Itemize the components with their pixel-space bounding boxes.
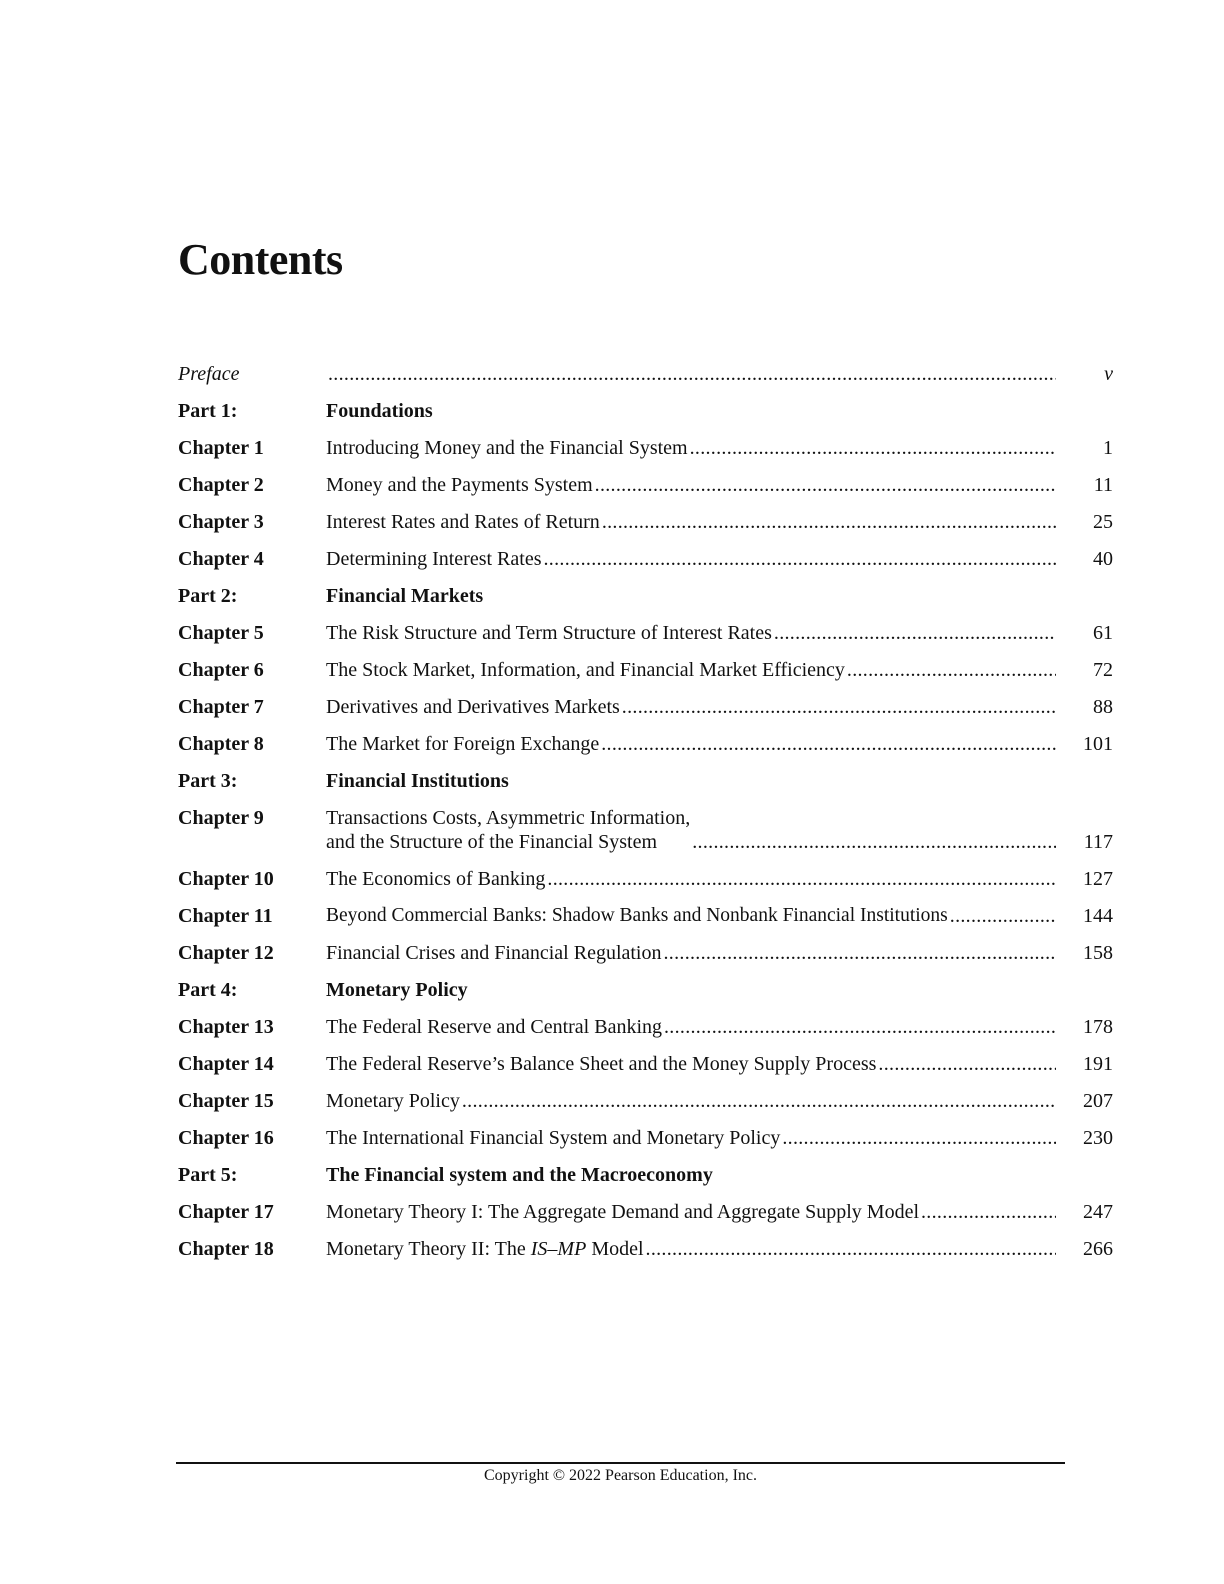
toc-row-chapter-4 bbox=[178, 547, 1113, 571]
toc-row-chapter-14 bbox=[178, 1052, 1113, 1076]
chapter-entry bbox=[326, 1126, 1056, 1150]
chapter-entry bbox=[326, 547, 1056, 571]
toc-row-part-4 bbox=[178, 978, 1113, 1002]
toc-row-chapter-11 bbox=[178, 904, 1113, 928]
dot-leader bbox=[547, 867, 1056, 891]
part-label: Part 1: bbox=[178, 400, 238, 422]
toc-row-chapter-7 bbox=[178, 695, 1113, 719]
chapter-entry bbox=[326, 941, 1056, 965]
toc-row-part-2 bbox=[178, 584, 1113, 608]
chapter-title: The Economics of Banking bbox=[326, 868, 546, 890]
toc-row-preface bbox=[178, 362, 1113, 386]
chapter-title: The Federal Reserve’s Balance Sheet and the Money Supply Process bbox=[326, 1053, 877, 1075]
part-label: Part 2: bbox=[178, 585, 238, 607]
dot-leader bbox=[622, 695, 1056, 719]
chapter-page: 1 bbox=[1103, 437, 1113, 459]
chapter-entry bbox=[326, 806, 1056, 854]
toc-row-chapter-5 bbox=[178, 621, 1113, 645]
chapter-title: The Federal Reserve and Central Banking bbox=[326, 1016, 662, 1038]
chapter-label: Chapter 14 bbox=[178, 1053, 274, 1075]
chapter-page: 207 bbox=[1083, 1090, 1113, 1112]
dot-leader bbox=[602, 510, 1056, 534]
dot-leader bbox=[328, 362, 1056, 386]
dot-leader bbox=[774, 621, 1056, 645]
toc-row-chapter-9 bbox=[178, 806, 1113, 854]
chapter-entry bbox=[326, 473, 1056, 497]
chapter-label: Chapter 5 bbox=[178, 622, 264, 644]
chapter-label: Chapter 3 bbox=[178, 511, 264, 533]
toc-row-chapter-10 bbox=[178, 867, 1113, 891]
chapter-label: Chapter 12 bbox=[178, 942, 274, 964]
chapter-entry bbox=[326, 1015, 1056, 1039]
chapter-title: The Risk Structure and Term Structure of Interest Rates bbox=[326, 622, 772, 644]
chapter-label: Chapter 18 bbox=[178, 1238, 274, 1260]
chapter-title: Monetary Policy bbox=[326, 1090, 460, 1112]
chapter-entry bbox=[326, 904, 1056, 928]
chapter-title-suffix: Model bbox=[586, 1238, 644, 1260]
dot-leader bbox=[664, 1015, 1056, 1039]
chapter-entry bbox=[326, 621, 1056, 645]
chapter-page: 266 bbox=[1083, 1238, 1113, 1260]
footer-rule bbox=[176, 1462, 1065, 1464]
page-title: Contents bbox=[178, 235, 343, 284]
chapter-label: Chapter 1 bbox=[178, 437, 264, 459]
part-title: Financial Markets bbox=[326, 585, 484, 607]
preface-entry bbox=[326, 362, 1056, 386]
toc-row-chapter-8 bbox=[178, 732, 1113, 756]
chapter-page: 25 bbox=[1093, 511, 1113, 533]
part-title: Monetary Policy bbox=[326, 979, 468, 1001]
part-label: Part 5: bbox=[178, 1164, 238, 1186]
chapter-page: 158 bbox=[1083, 942, 1113, 964]
part-title: Financial Institutions bbox=[326, 770, 509, 792]
toc-row-part-3 bbox=[178, 769, 1113, 793]
chapter-title: Financial Crises and Financial Regulation bbox=[326, 942, 662, 964]
dot-leader bbox=[595, 473, 1056, 497]
toc-row-chapter-6 bbox=[178, 658, 1113, 682]
dot-leader bbox=[878, 1052, 1056, 1076]
chapter-label: Chapter 8 bbox=[178, 733, 264, 755]
toc-row-chapter-2 bbox=[178, 473, 1113, 497]
chapter-entry bbox=[326, 732, 1056, 756]
toc-row-chapter-16 bbox=[178, 1126, 1113, 1150]
chapter-title-italic: IS–MP bbox=[530, 1238, 587, 1260]
toc-row-part-5 bbox=[178, 1163, 1113, 1187]
chapter-label: Chapter 16 bbox=[178, 1127, 274, 1149]
preface-page: v bbox=[1104, 363, 1113, 385]
dot-leader bbox=[462, 1089, 1056, 1113]
chapter-entry bbox=[326, 1237, 1056, 1261]
toc-row-chapter-1 bbox=[178, 436, 1113, 460]
chapter-label: Chapter 10 bbox=[178, 868, 274, 890]
dot-leader bbox=[847, 658, 1056, 682]
chapter-label: Chapter 11 bbox=[178, 905, 273, 927]
chapter-title: Interest Rates and Rates of Return bbox=[326, 511, 600, 533]
chapter-page: 72 bbox=[1093, 659, 1113, 681]
chapter-label: Chapter 2 bbox=[178, 474, 264, 496]
toc-row-chapter-12 bbox=[178, 941, 1113, 965]
chapter-title: The Market for Foreign Exchange bbox=[326, 733, 600, 755]
chapter-title: Determining Interest Rates bbox=[326, 548, 542, 570]
chapter-page: 88 bbox=[1093, 696, 1113, 718]
toc-row-part-1 bbox=[178, 399, 1113, 423]
chapter-page: 61 bbox=[1093, 622, 1113, 644]
chapter-title: Derivatives and Derivatives Markets bbox=[326, 696, 620, 718]
chapter-entry bbox=[326, 436, 1056, 460]
table-of-contents bbox=[178, 362, 1113, 1274]
toc-row-chapter-18 bbox=[178, 1237, 1113, 1261]
preface-label: Preface bbox=[178, 363, 240, 385]
chapter-label: Chapter 13 bbox=[178, 1016, 274, 1038]
toc-row-chapter-13 bbox=[178, 1015, 1113, 1039]
chapter-entry bbox=[326, 1200, 1056, 1224]
dot-leader bbox=[782, 1126, 1056, 1150]
copyright-notice: Copyright © 2022 Pearson Education, Inc. bbox=[484, 1467, 757, 1484]
chapter-title-prefix: Monetary Theory II: The bbox=[326, 1238, 531, 1260]
chapter-page: 230 bbox=[1083, 1127, 1113, 1149]
dot-leader bbox=[544, 547, 1057, 571]
part-title: The Financial system and the Macroeconomy bbox=[326, 1164, 713, 1186]
chapter-page: 178 bbox=[1083, 1016, 1113, 1038]
chapter-page: 127 bbox=[1083, 868, 1113, 890]
chapter-page: 117 bbox=[1083, 831, 1113, 853]
chapter-title: The Stock Market, Information, and Financial Market Efficiency bbox=[326, 659, 845, 681]
chapter-label: Chapter 9 bbox=[178, 807, 264, 829]
chapter-title: Monetary Theory I: The Aggregate Demand and Aggregate Supply Model bbox=[326, 1201, 919, 1223]
chapter-title-line-1: Transactions Costs, Asymmetric Information, bbox=[326, 807, 691, 829]
chapter-title: Beyond Commercial Banks: Shadow Banks and Nonbank Financial Institutions bbox=[326, 905, 948, 926]
chapter-title: Money and the Payments System bbox=[326, 474, 593, 496]
part-title: Foundations bbox=[326, 400, 433, 422]
chapter-label: Chapter 7 bbox=[178, 696, 264, 718]
chapter-entry bbox=[326, 695, 1056, 719]
chapter-title bbox=[326, 1237, 644, 1261]
chapter-label: Chapter 6 bbox=[178, 659, 264, 681]
chapter-entry bbox=[326, 1089, 1056, 1113]
dot-leader bbox=[601, 732, 1056, 756]
dot-leader bbox=[646, 1237, 1056, 1261]
chapter-page: 144 bbox=[1083, 905, 1113, 927]
chapter-label: Chapter 17 bbox=[178, 1201, 274, 1223]
dot-leader bbox=[664, 941, 1057, 965]
dot-leader bbox=[690, 436, 1056, 460]
part-label: Part 3: bbox=[178, 770, 238, 792]
chapter-page: 247 bbox=[1083, 1201, 1113, 1223]
chapter-page: 101 bbox=[1083, 733, 1113, 755]
toc-row-chapter-3 bbox=[178, 510, 1113, 534]
toc-row-chapter-17 bbox=[178, 1200, 1113, 1224]
part-label: Part 4: bbox=[178, 979, 238, 1001]
chapter-title-line-2: and the Structure of the Financial System bbox=[326, 831, 658, 853]
chapter-label: Chapter 15 bbox=[178, 1090, 274, 1112]
chapter-entry bbox=[326, 867, 1056, 891]
chapter-page: 191 bbox=[1083, 1053, 1113, 1075]
chapter-entry bbox=[326, 1052, 1056, 1076]
chapter-title: The International Financial System and Monetary Policy bbox=[326, 1127, 781, 1149]
chapter-page: 40 bbox=[1093, 548, 1113, 570]
dot-leader bbox=[950, 904, 1056, 928]
chapter-label: Chapter 4 bbox=[178, 548, 264, 570]
chapter-entry bbox=[326, 510, 1056, 534]
chapter-title: Introducing Money and the Financial System bbox=[326, 437, 688, 459]
chapter-entry bbox=[326, 658, 1056, 682]
chapter-page: 11 bbox=[1093, 474, 1113, 496]
toc-row-chapter-15 bbox=[178, 1089, 1113, 1113]
dot-leader bbox=[692, 830, 1056, 854]
dot-leader bbox=[921, 1200, 1056, 1224]
